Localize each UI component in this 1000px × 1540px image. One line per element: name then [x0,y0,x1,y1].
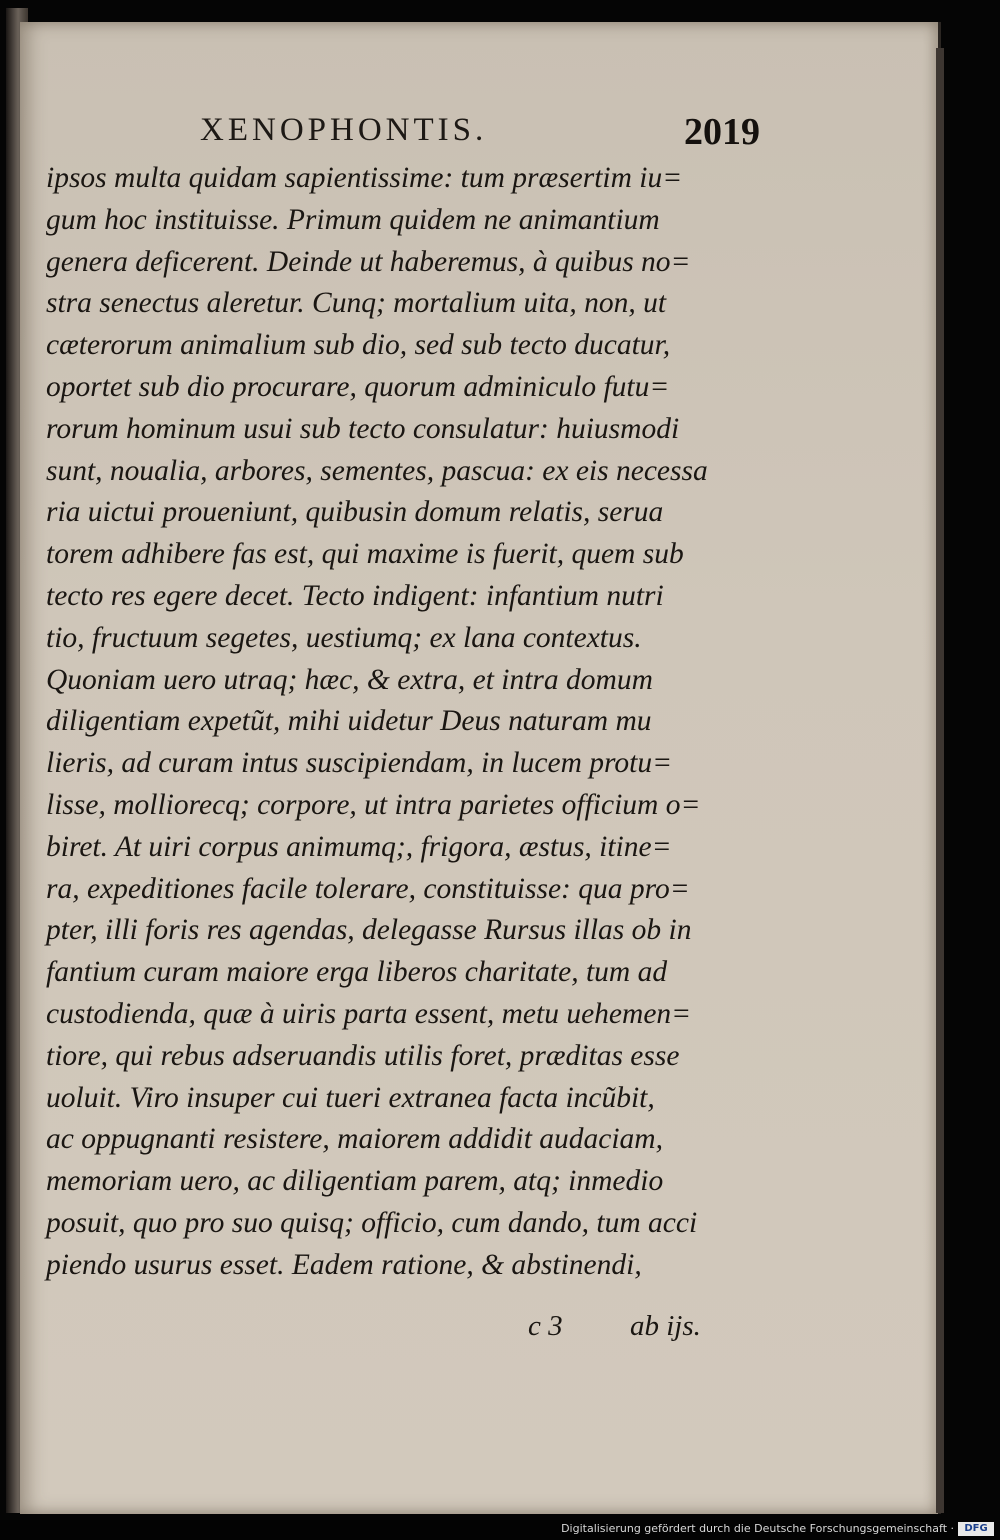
text-line: ipsos multa quidam sapientissime: tum præsertim iu= [46,162,683,194]
text-line: ra, expeditiones facile tolerare, constituisse: qua pro= [46,872,690,905]
text-line: tiore, qui rebus adseruandis utilis foret, præditas esse [46,1039,680,1072]
text-line: biret. At uiri corpus animumq;, frigora, æstus, itine= [46,830,672,863]
text-line: tecto res egere decet. Tecto indigent: infantium nutri [46,579,664,612]
text-line: Quoniam uero utraq; hæc, & extra, et intra domum [46,663,653,696]
text-line: ria uictui proueniunt, quibusin domum relatis, serua [46,496,664,529]
text-line: torem adhibere fas est, qui maxime is fuerit, quem sub [46,538,684,571]
text-line: piendo usurus esset. Eadem ratione, & abstinendi, [46,1248,642,1281]
funding-credit: Digitalisierung gefördert durch die Deutsche Forschungsgemeinschaft · [561,1522,954,1535]
text-line: cæterorum animalium sub dio, sed sub tecto ducatur, [46,329,671,362]
text-line: memoriam uero, ac diligentiam parem, atq; inmedio [46,1165,664,1198]
text-line: tio, fructuum segetes, uestiumq; ex lana contextus. [46,621,642,654]
page-edge-shadow [936,48,944,1513]
text-line: uoluit. Viro insuper cui tueri extranea facta incũbit, [46,1081,655,1114]
text-line: sunt, noualia, arbores, sementes, pascua: ex eis necessa [46,454,708,487]
page-number: 2019 [684,111,760,153]
text-line: posuit, quo pro suo quisq; officio, cum dando, tum acci [46,1206,698,1239]
text-line: diligentiam expetũt, mihi uidetur Deus naturam mu [46,705,652,738]
text-line: pter, illi foris res agendas, delegasse Rursus illas ob in [46,914,692,947]
signature-mark: c 3 [528,1310,563,1342]
running-head: XENOPHONTIS. [200,112,488,148]
text-line: oportet sub dio procurare, quorum adminiculo futu= [46,370,670,403]
text-line: lisse, molliorecq; corpore, ut intra parietes officium o= [46,788,701,821]
text-line: ac oppugnanti resistere, maiorem addidit audaciam, [46,1123,663,1156]
text-line: stra senectus aleretur. Cunq; mortalium uita, non, ut [46,287,667,320]
page-footer [520,1308,740,1352]
text-line: gum hoc instituisse. Primum quidem ne animantium [46,203,660,236]
dfg-logo: DFG [958,1522,994,1536]
text-line: lieris, ad curam intus suscipiendam, in lucem protu= [46,747,672,780]
text-line: rorum hominum usui sub tecto consulatur: huiusmodi [46,412,680,445]
catchword: ab ijs. [630,1310,701,1342]
page-header [200,112,760,158]
text-line: custodienda, quæ à uiris parta essent, metu uehemen= [46,997,692,1030]
text-line: genera deficerent. Deinde ut haberemus, à quibus no= [46,245,691,278]
body-text [46,158,746,1287]
text-line: fantium curam maiore erga liberos charitate, tum ad [46,956,668,989]
